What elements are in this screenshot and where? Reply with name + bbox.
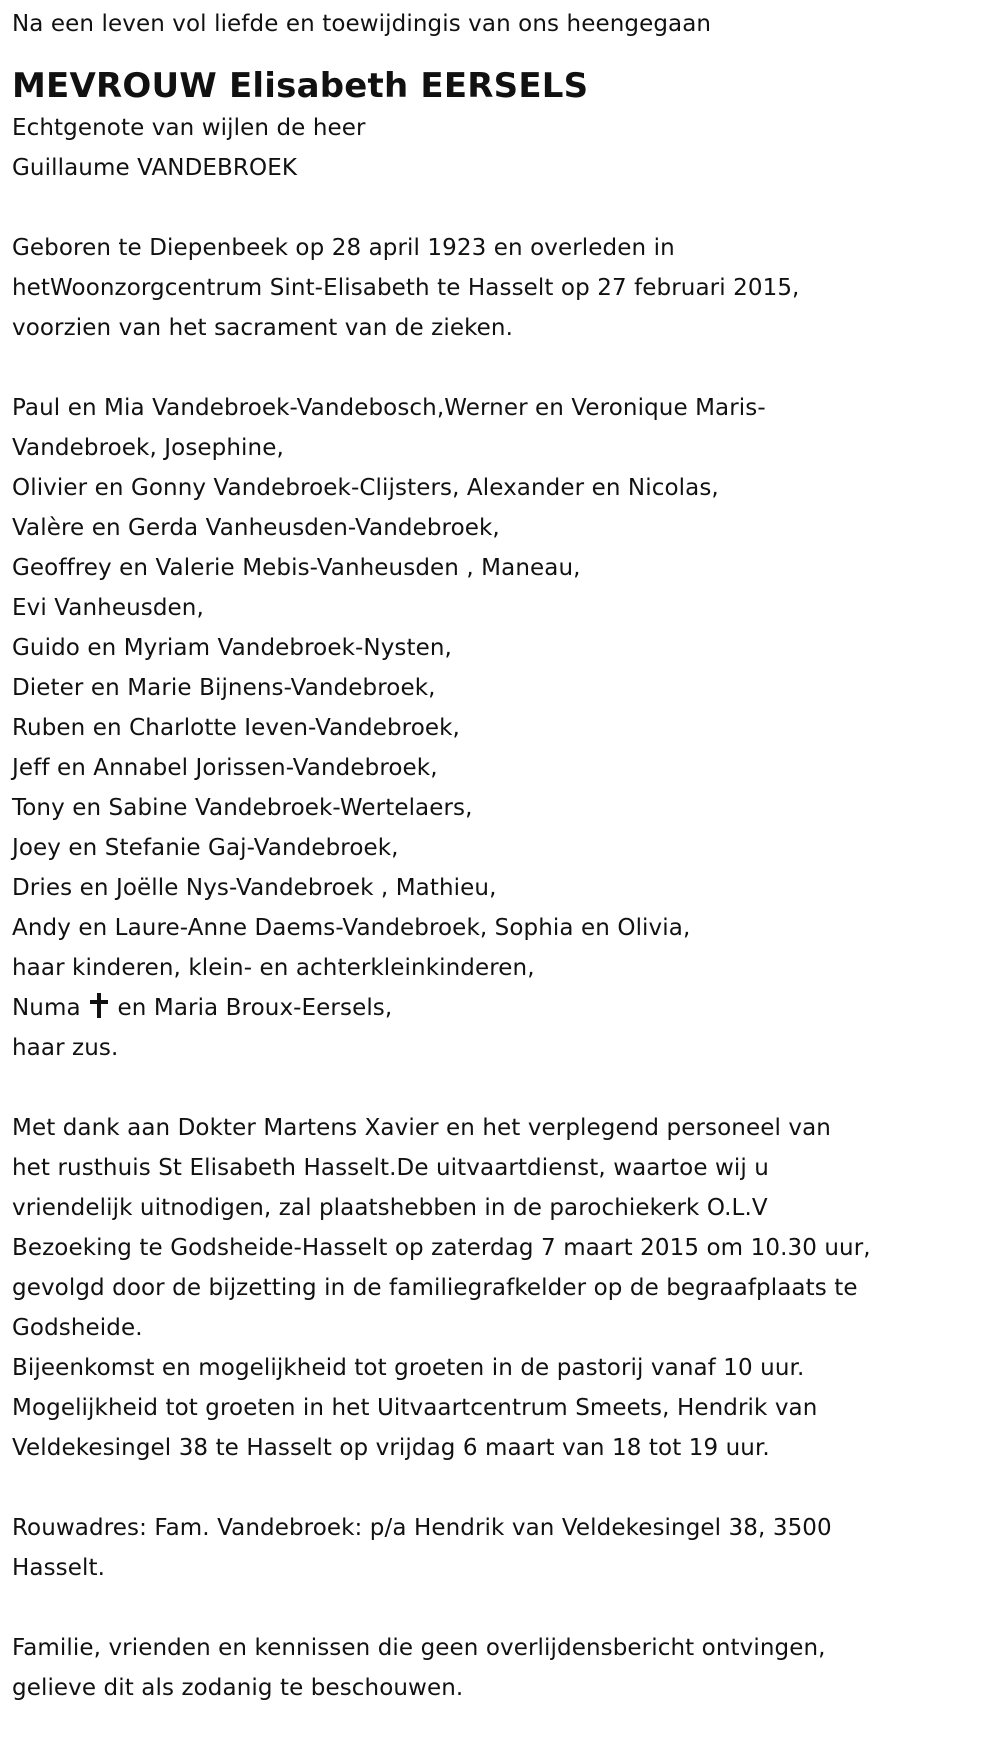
spacer [12,1468,992,1508]
deceased-name: MEVROUW Elisabeth EERSELS [12,66,589,106]
birth-death-line: hetWoonzorgcentrum Sint-Elisabeth te Hasselt op 27 februari 2015, [12,275,800,301]
service-line: Godsheide. [12,1315,143,1341]
sibling-role-line: haar zus. [12,1035,119,1061]
family-line: Ruben en Charlotte Ieven-Vandebroek, [12,715,460,741]
spouse-line: Echtgenote van wijlen de heer [12,115,366,141]
address-section [12,1508,992,1588]
family-line: Dries en Joëlle Nys-Vandebroek , Mathieu, [12,875,497,901]
family-line: Guido en Myriam Vandebroek-Nysten, [12,635,452,661]
family-section [12,388,992,1068]
cross-icon [90,992,108,1020]
spacer [12,1068,992,1108]
service-line: Veldekesingel 38 te Hasselt op vrijdag 6 maart van 18 tot 19 uur. [12,1435,770,1461]
birth-death-section [12,228,992,348]
family-line: Evi Vanheusden, [12,595,204,621]
sibling-name-deceased: Numa [12,995,81,1021]
service-line: het rusthuis St Elisabeth Hasselt.De uitvaartdienst, waartoe wij u [12,1155,769,1181]
sibling-name-rest: en Maria Broux-Eersels, [117,995,393,1021]
address-line: Hasselt. [12,1555,106,1581]
closing-line: gelieve dit als zodanig te beschouwen. [12,1675,464,1701]
address-line: Rouwadres: Fam. Vandebroek: p/a Hendrik van Veldekesingel 38, 3500 [12,1515,832,1541]
closing-section [12,1628,992,1708]
intro-line: Na een leven vol liefde en toewijdingis van ons heengegaan [12,11,712,37]
family-line: Valère en Gerda Vanheusden-Vandebroek, [12,515,500,541]
service-section [12,1108,992,1468]
family-line: Andy en Laure-Anne Daems-Vandebroek, Sophia en Olivia, [12,915,691,941]
service-line: Mogelijkheid tot groeten in het Uitvaartcentrum Smeets, Hendrik van [12,1395,818,1421]
service-line: Bezoeking te Godsheide-Hasselt op zaterdag 7 maart 2015 om 10.30 uur, [12,1235,871,1261]
service-line: gevolgd door de bijzetting in de familiegrafkelder op de begraafplaats te [12,1275,858,1301]
family-line: Vandebroek, Josephine, [12,435,284,461]
family-line: Olivier en Gonny Vandebroek-Clijsters, Alexander en Nicolas, [12,475,719,501]
spacer [12,44,992,64]
family-line: Jeff en Annabel Jorissen-Vandebroek, [12,755,438,781]
spacer [12,188,992,228]
family-line: Joey en Stefanie Gaj-Vandebroek, [12,835,399,861]
family-line: Tony en Sabine Vandebroek-Wertelaers, [12,795,473,821]
family-line: Geoffrey en Valerie Mebis-Vanheusden , Maneau, [12,555,581,581]
service-line: Met dank aan Dokter Martens Xavier en het verplegend personeel van [12,1115,831,1141]
family-line: Paul en Mia Vandebroek-Vandebosch,Werner en Veronique Maris- [12,395,766,421]
sibling-line [12,988,992,1028]
spouse-section [12,108,992,188]
service-line: vriendelijk uitnodigen, zal plaatshebben in de parochiekerk O.L.V [12,1195,768,1221]
family-line: Dieter en Marie Bijnens-Vandebroek, [12,675,436,701]
spacer [12,348,992,388]
spacer [12,1588,992,1628]
spouse-line: Guillaume VANDEBROEK [12,155,298,181]
closing-line: Familie, vrienden en kennissen die geen overlijdensbericht ontvingen, [12,1635,826,1661]
obituary-document [12,4,992,1708]
birth-death-line: Geboren te Diepenbeek op 28 april 1923 en overleden in [12,235,675,261]
birth-death-line: voorzien van het sacrament van de zieken. [12,315,514,341]
family-line: haar kinderen, klein- en achterkleinkinderen, [12,955,535,981]
service-line: Bijeenkomst en mogelijkheid tot groeten in de pastorij vanaf 10 uur. [12,1355,805,1381]
